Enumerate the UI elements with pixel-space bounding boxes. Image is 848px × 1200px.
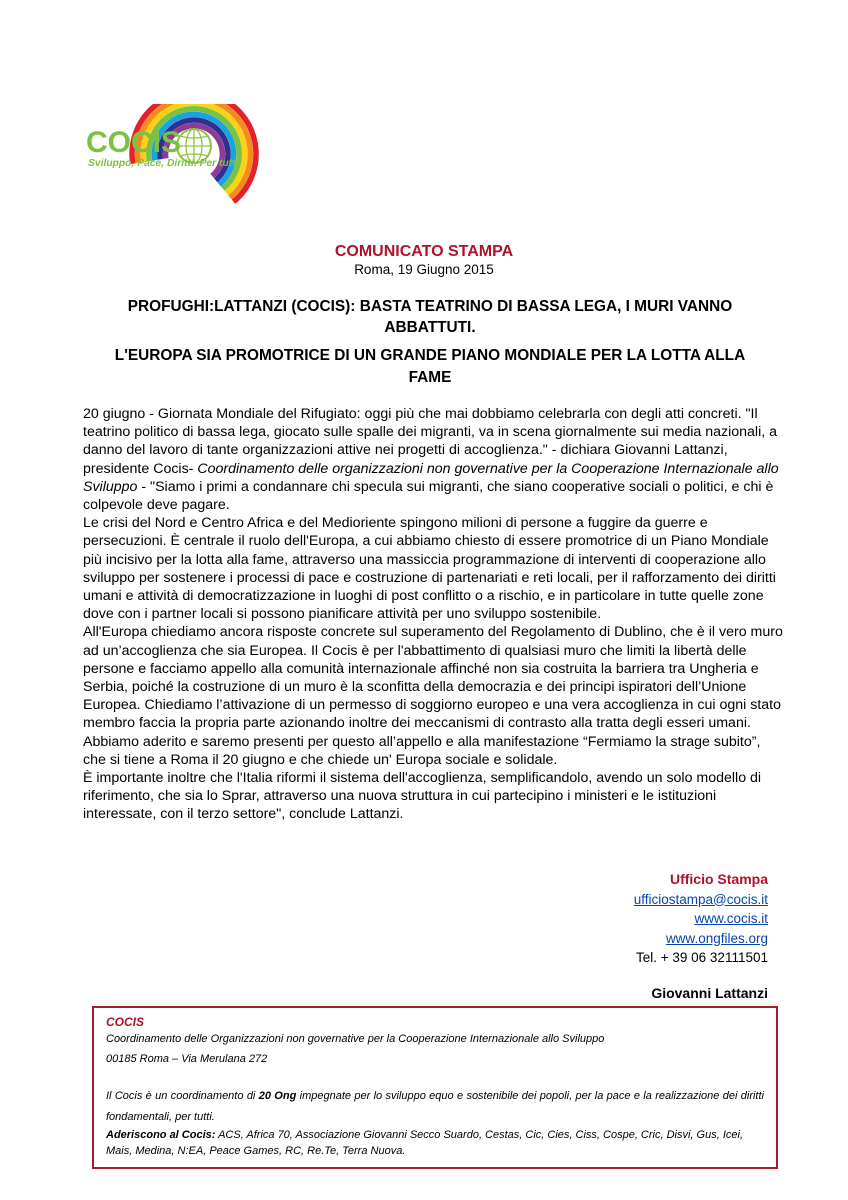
headline-primary: PROFUGHI:LATTANZI (COCIS): BASTA TEATRINO DI BASSA LEGA, I MURI VANNO ABBATTUTI. [127,298,733,336]
phone-number: Tel. + 39 06 32111501 [636,950,768,965]
paragraph-2: Le crisi del Nord e Centro Africa e del Medioriente spingono milioni di persone a fuggire da guerre e persecuzioni. È centrale il ruolo dell'Europa, a cui abbiamo chiesto di essere promotrice di un Piano Mondiale più incisivo per la lotta alla fame, attraverso una massiccia programmazione di interventi di cooperazione allo sviluppo per sostenere i processi di pace e costruzione di partenariati e reti locali, per il rafforzamento dei diritti umani e attività di democratizzazione in luoghi di post conflitto o a rischio, e in particolare in tutte quelle zone dove con i partner locali si possono pianificare attività per uno sviluppo sostenibile. [83,515,776,623]
ongfiles-link[interactable]: www.ongfiles.org [665,930,768,946]
body-text [83,405,785,824]
footer-about-count: 20 Ong [258,1090,297,1102]
paragraph-1-start: 20 giugno - Giornata Mondiale del Rifugiato: oggi più che mai dobbiamo celebrarla con degli atti concreti. "Il teatrino politico di bassa lega, giocato sulle spalle dei migranti, va in scena giornalmente sui media nazionali, a danno del lavoro di tante organizzazioni attive nei progetti di accoglienza." - dichiara Giovanni Lattanzi, presidente Cocis- [83,406,778,477]
website-link[interactable]: www.cocis.it [694,911,768,926]
press-release-title: COMUNICATO STAMPA [334,243,514,260]
cocis-logo [82,104,268,212]
footer-members [106,1128,764,1159]
footer-address: 00185 Roma – Via Merulana 272 [106,1053,268,1065]
footer-members-list: ACS, Africa 70, Associazione Giovanni Secco Suardo, Cestas, Cic, Cies, Ciss, Cospe, Cric, Disvi, Gus, Icei, Mais, Medina, N:EA, Peace Games, RC, Re.Te, Terra Nuova. [106,1129,743,1157]
press-contacts [634,870,768,1003]
paragraph-1 [83,405,785,514]
footer-title: COCIS [106,1015,145,1029]
footer-about [106,1086,764,1128]
press-office-label: Ufficio Stampa [669,871,768,887]
headline-secondary: L'EUROPA SIA PROMOTRICE DI UN GRANDE PIANO MONDIALE PER LA LOTTA ALLA FAME [114,347,746,386]
press-release-date: Roma, 19 Giugno 2015 [354,262,494,277]
footer-about-end: impegnate per lo sviluppo equo e sostenibile dei popoli, per la pace e la realizzazione dei diritti fondamentali, per tutti. [106,1090,764,1123]
footer-members-label: Aderiscono al Cocis: [106,1129,216,1141]
paragraph-3: All'Europa chiediamo ancora risposte concrete sul superamento del Regolamento di Dublino, che è il vero muro ad un’accoglienza che sia Europea. Il Cocis è per l'abbattimento di qualsiasi muro che limiti la libertà delle persone e facciamo appello alla comunità internazionale affinché non sia costruita la barriera tra Ungheria e Serbia, poiché la costruzione di un muro è la sconfitta della democrazia e dei principi ispiratori dell’Unione Europea. Chiediamo l’attivazione di un permesso di soggiorno europeo e una vera accoglienza in cui ogni stato membro faccia la propria parte azionando inoltre dei meccanismi di contrasto alla tratta degli esseri umani. Abbiamo aderito e saremo presenti per questo all’appello e alla manifestazione “Fermiamo la strage subito”, che si tiene a Roma il 20 giugno e che chiede un' Europa sociale e solidale. [83,624,783,768]
paragraph-1-end: - "Siamo i primi a condannare chi specula sui migranti, che siano cooperative sociali o politici, e chi è colpevole deve pagare. [83,478,774,514]
logo-wordmark: COCIS [86,126,182,159]
email-link[interactable]: ufficiostampa@cocis.it [633,891,768,907]
footer-description: Coordinamento delle Organizzazioni non governative per la Cooperazione Internazionale allo Sviluppo [106,1033,605,1045]
signer-name: Giovanni Lattanzi [651,984,768,1001]
logo-tagline: Sviluppo, Pace, Diritti. Per tutti [88,158,239,169]
paragraph-4: È importante inoltre che l'Italia riformi il sistema dell'accoglienza, semplificandolo, avendo un solo modello di riferimento, che sia lo Sprar, attraverso una nuova struttura in cui partecipino i ministeri e le istituzioni interessate, con il terzo settore", conclude Lattanzi. [83,770,762,823]
paragraph-1-organization: Coordinamento delle organizzazioni non governative per la Cooperazione Internazionale allo Sviluppo [83,460,779,495]
footer-about-start: Il Cocis è un coordinamento di [106,1090,259,1102]
footer-info-box [92,1006,778,1169]
